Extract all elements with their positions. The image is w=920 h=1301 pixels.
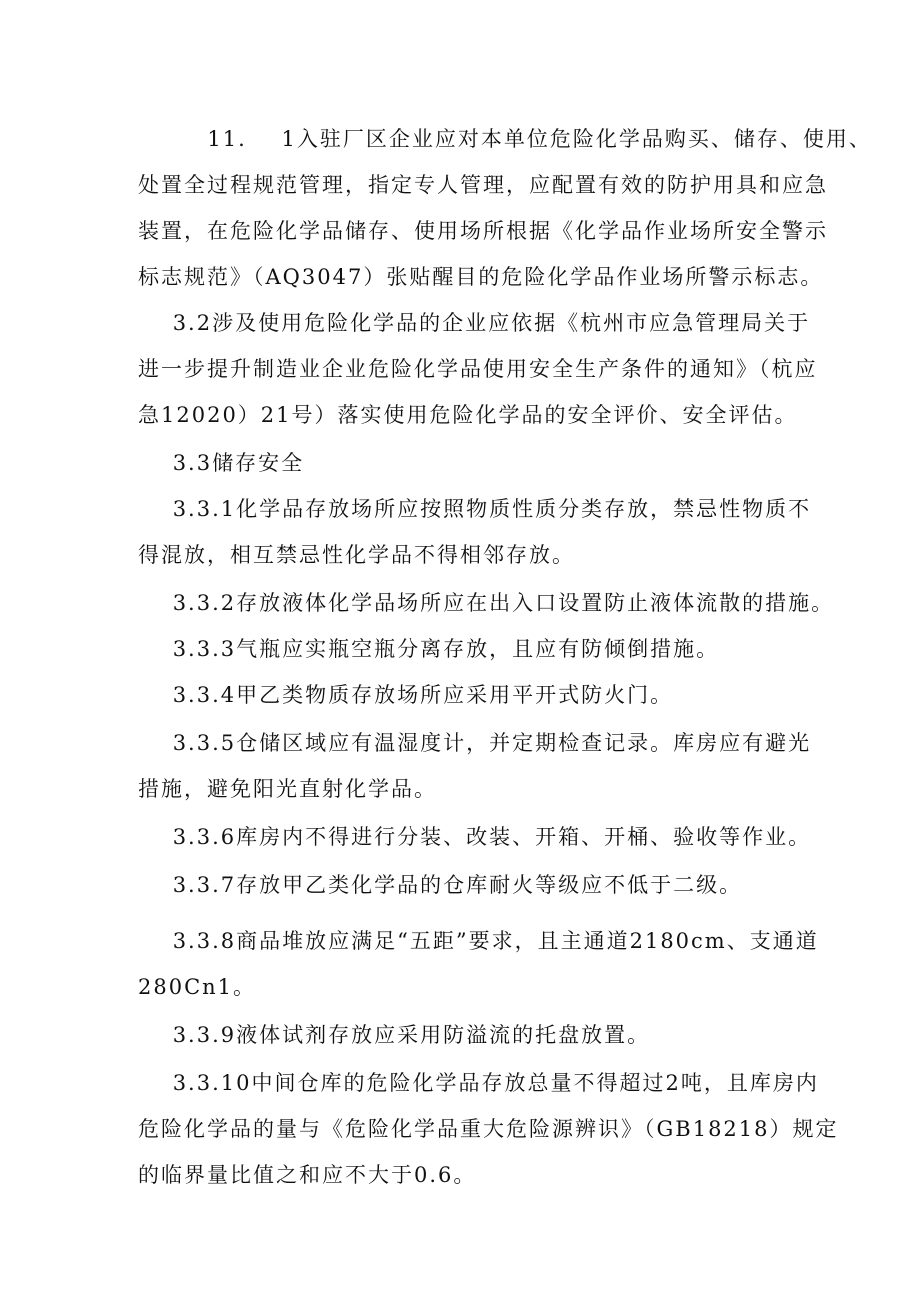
paragraph-3-3-6: [138, 814, 812, 860]
paragraph-3-3-4: [138, 672, 786, 718]
text-line: 标志规范》（AQ3047）张贴醒目的危险化学品作业场所警示标志。: [138, 265, 824, 289]
text-line: 3.3.8商品堆放应满足“五距”要求，且主通道2180cm、支通道: [138, 929, 819, 953]
paragraph-3-3-5: [138, 720, 812, 812]
text-line: 3.3.9液体试剂存放应采用防溢流的托盘放置。: [138, 1023, 651, 1047]
text-line: 3.3.10中间仓库的危险化学品存放总量不得超过2吨，且库房内: [138, 1071, 819, 1095]
text-line: 3.3.6库房内不得进行分装、改装、开箱、开桶、验收等作业。: [138, 825, 812, 849]
section-heading: 3.3储存安全: [138, 451, 305, 475]
text-line: 3.3.2存放液体化学品场所应在出入口设置防止液体流散的措施。: [138, 591, 835, 615]
paragraph-3-3-8: [138, 918, 819, 1010]
text-line: 3.3.1化学品存放场所应按照物质性质分类存放，禁忌性物质不: [138, 497, 812, 521]
text-line: 急12020）21号）落实使用危险化学品的安全评价、安全评估。: [138, 403, 798, 427]
text-line: 3.3.5仓储区域应有温湿度计，并定期检查记录。库房应有避光: [138, 731, 812, 755]
text-line: 的临界量比值之和应不大于0.6。: [138, 1163, 477, 1187]
paragraph-3-3-9: [138, 1012, 786, 1058]
paragraph-3-2: [138, 300, 818, 438]
text-line: 3.3.3气瓶应实瓶空瓶分离存放，且应有防倾倒措施。: [138, 637, 720, 661]
text-line: 处置全过程规范管理，指定专人管理，应配置有效的防护用具和应急: [138, 173, 828, 197]
text-line: 装置，在危险化学品储存、使用场所根据《化学品作业场所安全警示: [138, 219, 828, 243]
paragraph-11-1: [138, 116, 872, 300]
paragraph-3-3-2: [138, 580, 835, 626]
paragraph-3-3-1: [138, 486, 812, 578]
text-line: 3.2涉及使用危险化学品的企业应依据《杭州市应急管理局关于: [138, 311, 811, 335]
text-line: 措施，避免阳光直射化学品。: [138, 777, 437, 801]
paragraph-3-3-7: [138, 862, 786, 908]
text-line: 3.3.7存放甲乙类化学品的仓库耐火等级应不低于二级。: [138, 873, 743, 897]
text-line: 危险化学品的量与《危险化学品重大危险源辨识》（GB18218）规定: [138, 1117, 839, 1141]
text-line: 得混放，相互禁忌性化学品不得相邻存放。: [138, 543, 575, 567]
paragraph-3-3-3: [138, 626, 786, 672]
heading-3-3-storage-safety: [138, 440, 786, 486]
text-line: 3.3.4甲乙类物质存放场所应采用平开式防火门。: [138, 683, 674, 707]
paragraph-3-3-10: [138, 1060, 839, 1198]
text-line: 进一步提升制造业企业危险化学品使用安全生产条件的通知》（杭应: [138, 357, 818, 381]
text-line: 280Cn1。: [138, 975, 257, 999]
text-line: 11. 1入驻厂区企业应对本单位危险化学品购买、储存、使用、: [138, 127, 872, 151]
